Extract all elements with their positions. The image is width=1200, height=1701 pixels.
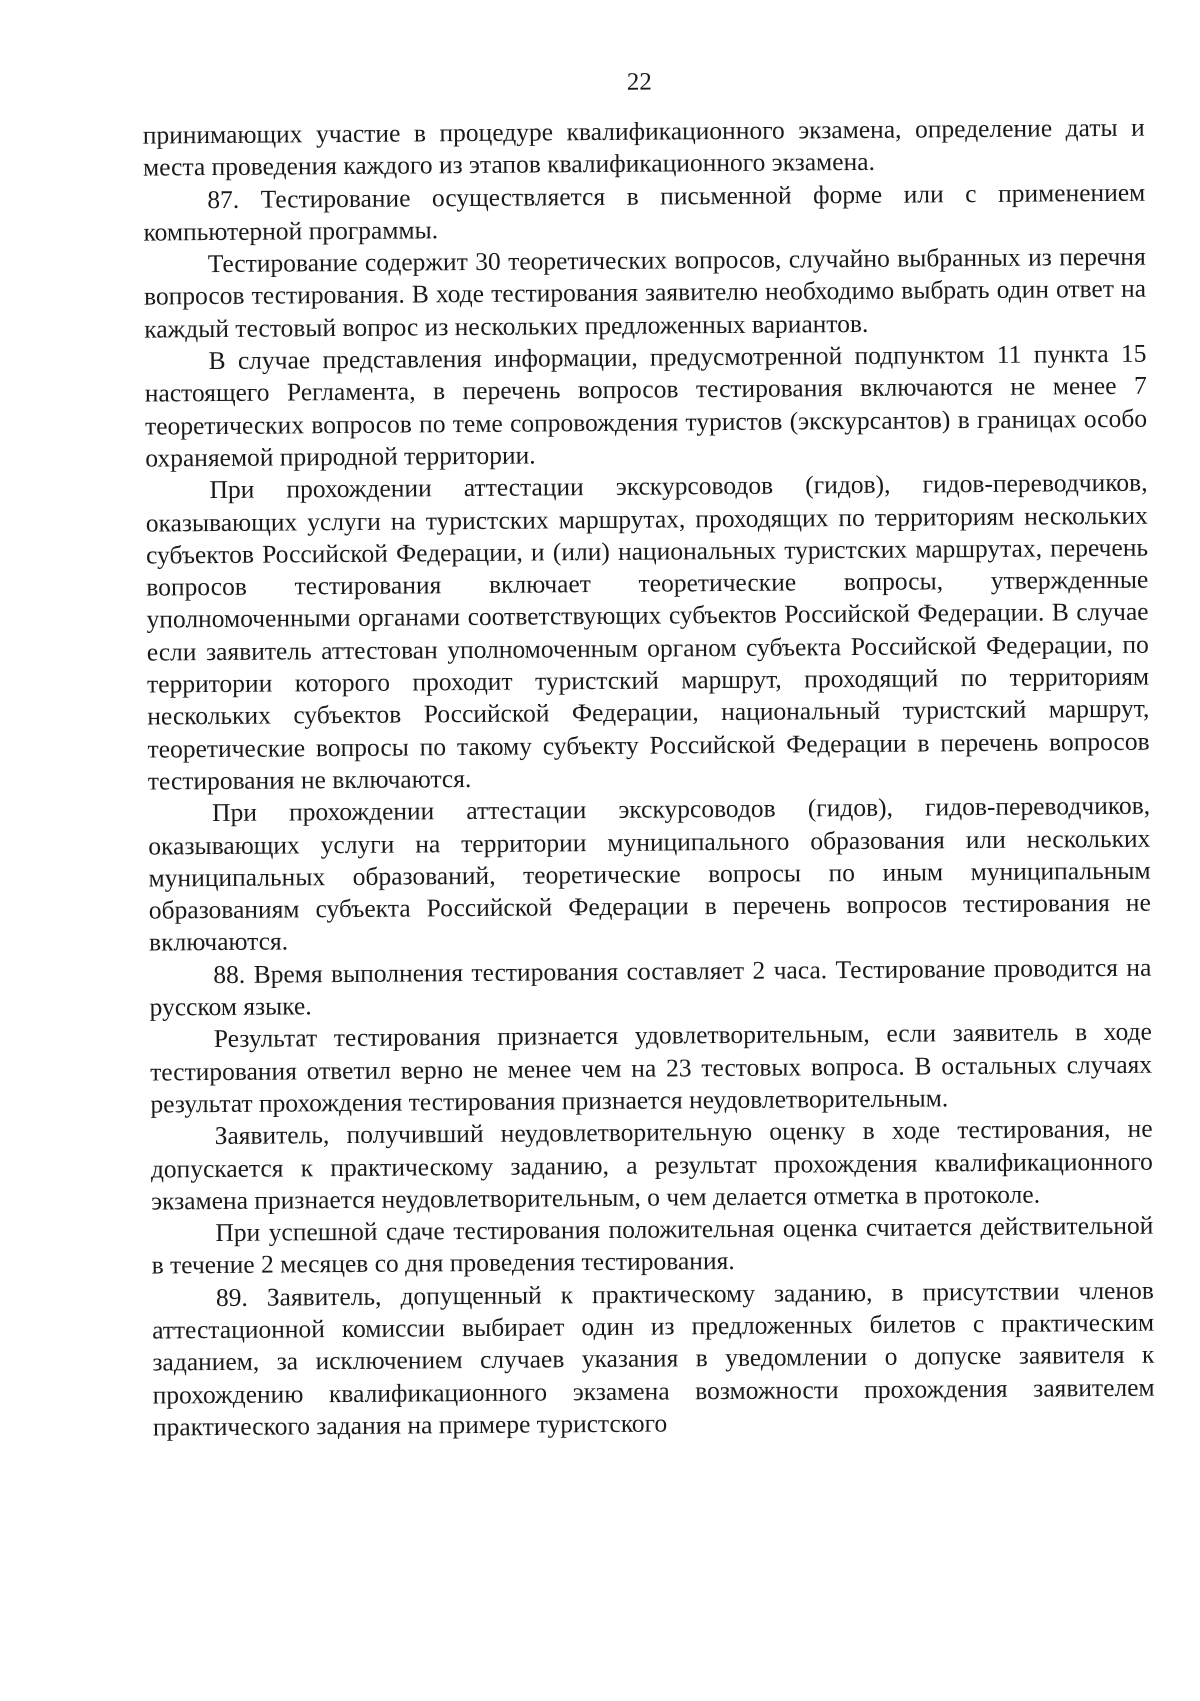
paragraph-88: 88. Время выполнения тестирования составляет 2 часа. Тестирование проводится на русском языке. xyxy=(149,952,1152,1022)
paragraph: При прохождении аттестации экскурсоводов (гидов), гидов-переводчиков, оказывающих услуги на туристских маршрутах, проходящих по территориям нескольких субъектов Российской Федерации, и (или) национальных туристских маршрутах, перечень вопросов тестирования включает теоретические вопросы, утвержденные уполномоченными органами соответствующих субъектов Российской Федерации. В случае если заявитель аттестован уполномоченным органом субъекта Российской Федерации, по территории которого проходит туристский маршрут, проходящий по территориям нескольких субъектов Российской Федерации, национальный туристский маршрут, теоретические вопросы по такому субъекту Российской Федерации в перечень вопросов тестирования не включаются. xyxy=(145,467,1150,796)
paragraph-87: 87. Тестирование осуществляется в письменной форме или с применением компьютерной программы. xyxy=(143,177,1146,247)
paragraph-continuation: принимающих участие в процедуре квалификационного экзамена, определение даты и места проведения каждого из этапов квалификационного экзамена. xyxy=(142,112,1145,182)
paragraph: При прохождении аттестации экскурсоводов (гидов), гидов-переводчиков, оказывающих услуги на территории муниципального образования или нескольких муниципальных образований, теоретические вопросы по иным муниципальным образованиям субъекта Российской Федерации в перечень вопросов тестирования не включаются. xyxy=(148,790,1151,957)
document-body xyxy=(143,112,1155,1444)
paragraph: Результат тестирования признается удовлетворительным, если заявитель в ходе тестирования ответил верно не менее чем на 23 тестовых вопроса. В остальных случаях результат прохождения тестирования признается неудовлетворительным. xyxy=(150,1016,1153,1119)
paragraph: Заявитель, получивший неудовлетворительную оценку в ходе тестирования, не допускается к практическому заданию, а результат прохождения квалификационного экзамена признается неудовлетворительным, о чем делается отметка в протоколе. xyxy=(150,1113,1153,1216)
paragraph: Тестирование содержит 30 теоретических вопросов, случайно выбранных из перечня вопросов тестирования. В ходе тестирования заявителю необходимо выбрать один ответ на каждый тестовый вопрос из нескольких предложенных вариантов. xyxy=(143,241,1147,344)
paragraph: В случае представления информации, предусмотренной подпунктом 11 пункта 15 настоящего Регламента, в перечень вопросов тестирования включаются не менее 7 теоретических вопросов по теме сопровождения туристов (экскурсантов) в границах особо охраняемой природной территории. xyxy=(144,338,1148,473)
paragraph: При успешной сдаче тестирования положительная оценка считается действительной в течение 2 месяцев со дня проведения тестирования. xyxy=(151,1210,1154,1280)
paragraph-89: 89. Заявитель, допущенный к практическому заданию, в присутствии членов аттестационной комиссии выбирает один из предложенных билетов с практическим заданием, за исключением случаев указания в уведомлении о допуске заявителя к прохождению квалификационного экзамена возможности прохождения заявителем практического задания на примере туристского xyxy=(152,1275,1155,1442)
page-number: 22 xyxy=(626,68,652,96)
